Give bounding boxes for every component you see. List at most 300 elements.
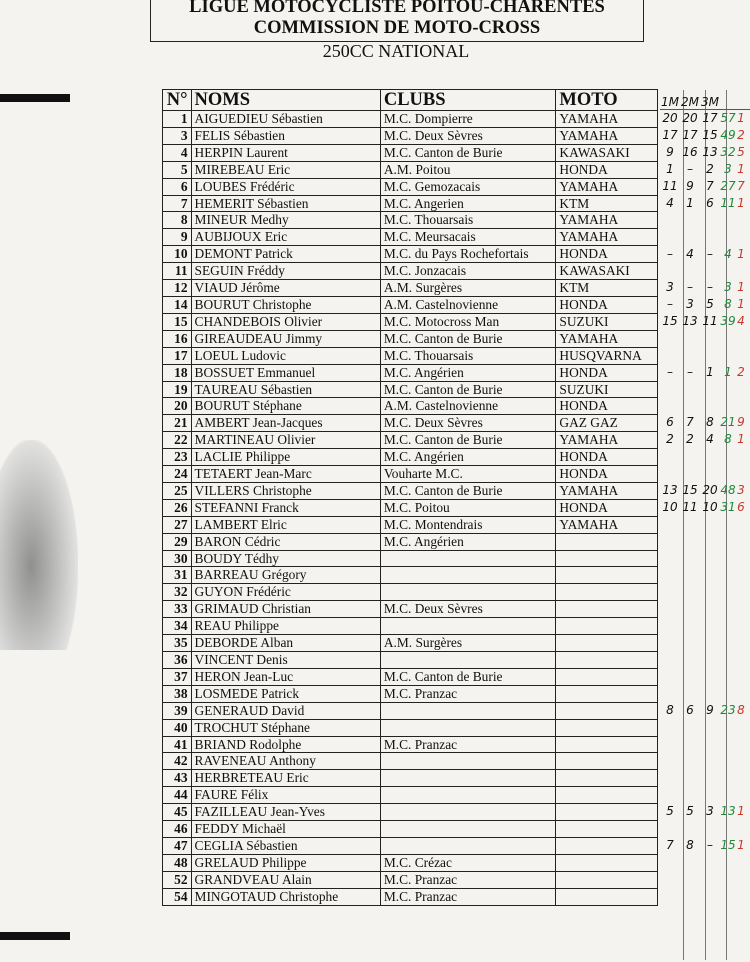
heat-2-score: 3 (686, 297, 694, 312)
ranking-mark: 6 (737, 499, 745, 514)
handwritten-row (660, 448, 750, 465)
ranking-mark: 3 (737, 483, 745, 498)
rider-number: 40 (163, 719, 192, 736)
rider-name: GENERAUD David (191, 702, 380, 719)
rider-name: VILLERS Christophe (191, 482, 380, 499)
heat-1-score: – (667, 364, 673, 379)
edge-bar-top (0, 94, 70, 102)
rider-moto (556, 567, 658, 584)
rider-name: FEDDY Michaël (191, 821, 380, 838)
total-score: 15 (720, 837, 736, 852)
rider-moto: YAMAHA (556, 330, 658, 347)
total-score: 49 (720, 128, 736, 143)
total-score: 8 (724, 297, 732, 312)
handwritten-row (660, 853, 750, 870)
heat-2-score: 8 (686, 837, 694, 852)
total-score: 21 (720, 415, 736, 430)
handwritten-row (660, 549, 750, 566)
heat-2-score: 1 (686, 195, 694, 210)
rider-name: HERPIN Laurent (191, 144, 380, 161)
heat-2-score: 20 (682, 111, 698, 126)
rider-number: 7 (163, 195, 192, 212)
rider-number: 20 (163, 398, 192, 415)
rider-name: HEMERIT Sébastien (191, 195, 380, 212)
heat-2-score: – (687, 364, 693, 379)
table-row (163, 516, 658, 533)
rider-name: REAU Philippe (191, 618, 380, 635)
rider-number: 23 (163, 449, 192, 466)
table-row (163, 296, 658, 313)
table-row (163, 415, 658, 432)
table-row (163, 381, 658, 398)
heat-3-score: – (707, 837, 713, 852)
ranking-mark: 5 (737, 145, 745, 160)
rider-number: 46 (163, 821, 192, 838)
rider-number: 26 (163, 499, 192, 516)
header-clubs: CLUBS (380, 90, 556, 111)
heat-2-score: 6 (686, 702, 694, 717)
rider-club (380, 584, 556, 601)
header-names: NOMS (191, 90, 380, 111)
rider-name: BOURUT Christophe (191, 296, 380, 313)
ranking-mark: 4 (737, 314, 745, 329)
handwritten-row (660, 482, 750, 499)
handwritten-row (660, 786, 750, 803)
heat-1-score: 7 (666, 837, 674, 852)
rider-name: TETAERT Jean-Marc (191, 466, 380, 483)
table-row (163, 466, 658, 483)
rider-name: DEBORDE Alban (191, 635, 380, 652)
heat-2-score: 5 (686, 803, 694, 818)
rider-name: TROCHUT Stéphane (191, 719, 380, 736)
handwritten-header (660, 89, 750, 110)
heat-3-score: 7 (706, 179, 714, 193)
handwritten-row (660, 634, 750, 651)
heat-1-score: 11 (662, 179, 678, 193)
rider-number: 12 (163, 280, 192, 297)
rider-number: 29 (163, 533, 192, 550)
rider-name: VIAUD Jérôme (191, 280, 380, 297)
rider-moto: YAMAHA (556, 482, 658, 499)
rider-moto: HONDA (556, 466, 658, 483)
rider-name: LACLIE Philippe (191, 449, 380, 466)
heat-2-score: 9 (686, 179, 694, 193)
rider-club: M.C. Deux Sèvres (380, 127, 556, 144)
rider-moto (556, 702, 658, 719)
rider-club: A.M. Surgères (380, 635, 556, 652)
rider-club (380, 550, 556, 567)
table-row (163, 550, 658, 567)
rider-club (380, 719, 556, 736)
heat-1-score: – (667, 297, 673, 312)
ranking-mark: 1 (737, 195, 745, 210)
rider-club: M.C. Deux Sèvres (380, 415, 556, 432)
handwritten-row (660, 431, 750, 448)
table-row (163, 263, 658, 280)
handwritten-row (660, 380, 750, 397)
rider-club: M.C. Crézac (380, 854, 556, 871)
rider-number: 18 (163, 364, 192, 381)
table-row (163, 736, 658, 753)
handwritten-row (660, 819, 750, 836)
rider-moto: GAZ GAZ (556, 415, 658, 432)
rider-number: 19 (163, 381, 192, 398)
rider-club: M.C. Pranzac (380, 871, 556, 888)
handwritten-row (660, 262, 750, 279)
table-row (163, 854, 658, 871)
table-row (163, 144, 658, 161)
rider-moto (556, 601, 658, 618)
rider-moto (556, 584, 658, 601)
table-row (163, 702, 658, 719)
document-header (150, 0, 644, 42)
handwritten-row (660, 330, 750, 347)
heat-1-score: 2 (666, 432, 674, 447)
total-score: 4 (724, 246, 732, 261)
rider-moto (556, 685, 658, 702)
handwritten-row (660, 617, 750, 634)
handwritten-row (660, 836, 750, 853)
background-photo-fragment (0, 440, 78, 650)
handwritten-row (660, 161, 750, 178)
rider-moto: SUZUKI (556, 313, 658, 330)
heat-3-score: 8 (706, 415, 714, 430)
league-title: LIGUE MOTOCYCLISTE POITOU-CHARENTES (189, 0, 605, 17)
rider-number: 17 (163, 347, 192, 364)
table-row (163, 111, 658, 128)
rider-club: M.C. Angerien (380, 195, 556, 212)
rider-moto (556, 821, 658, 838)
heat-2-score: – (687, 280, 693, 295)
rider-moto (556, 618, 658, 635)
handwritten-row (660, 498, 750, 515)
rider-moto (556, 837, 658, 854)
rider-number: 6 (163, 178, 192, 195)
table-row (163, 888, 658, 905)
rider-name: FAZILLEAU Jean-Yves (191, 804, 380, 821)
rider-moto: YAMAHA (556, 229, 658, 246)
handwritten-row (660, 583, 750, 600)
handwritten-row (660, 313, 750, 330)
rider-number: 11 (163, 263, 192, 280)
rider-number: 32 (163, 584, 192, 601)
rider-number: 37 (163, 668, 192, 685)
heat-3-score: 3 (706, 803, 714, 818)
rider-club: M.C. Angérien (380, 533, 556, 550)
rider-club: M.C. Angérien (380, 449, 556, 466)
handwritten-row (660, 279, 750, 296)
rider-club: M.C. Pranzac (380, 888, 556, 905)
table-row (163, 601, 658, 618)
handwritten-row (660, 566, 750, 583)
rider-moto (556, 652, 658, 669)
heat-1-score: 10 (662, 499, 678, 514)
rider-number: 36 (163, 652, 192, 669)
table-row (163, 635, 658, 652)
rider-number: 25 (163, 482, 192, 499)
table-row (163, 178, 658, 195)
rider-club: M.C. Thouarsais (380, 212, 556, 229)
rider-number: 4 (163, 144, 192, 161)
category-subtitle: 250CC NATIONAL (322, 41, 470, 61)
rider-moto (556, 854, 658, 871)
rider-moto: YAMAHA (556, 432, 658, 449)
heat-1-score: 1 (666, 162, 674, 177)
handwritten-row (660, 684, 750, 701)
handwritten-row (660, 701, 750, 718)
total-score: 11 (720, 195, 736, 210)
rider-moto: KAWASAKI (556, 144, 658, 161)
rider-club: M.C. Canton de Burie (380, 432, 556, 449)
rider-name: LOSMEDE Patrick (191, 685, 380, 702)
rider-name: HERON Jean-Luc (191, 668, 380, 685)
handwritten-row (660, 245, 750, 262)
ranking-mark: 1 (737, 432, 745, 447)
heat-2-score: 13 (682, 314, 698, 329)
rider-moto: HONDA (556, 449, 658, 466)
rider-number: 9 (163, 229, 192, 246)
rider-club (380, 702, 556, 719)
rider-name: GRIMAUD Christian (191, 601, 380, 618)
rider-club: M.C. Canton de Burie (380, 668, 556, 685)
rider-number: 52 (163, 871, 192, 888)
table-row (163, 499, 658, 516)
heat-1-score: 6 (666, 415, 674, 430)
total-score: 13 (720, 803, 736, 818)
handwritten-row (660, 515, 750, 532)
heat-1-score: 13 (662, 483, 678, 498)
heat-2-score: 11 (682, 499, 698, 514)
handwritten-row (660, 414, 750, 431)
rider-club: M.C. Gemozacais (380, 178, 556, 195)
rider-moto: YAMAHA (556, 127, 658, 144)
rider-number: 30 (163, 550, 192, 567)
table-row (163, 229, 658, 246)
rider-number: 35 (163, 635, 192, 652)
heat-3-score: 17 (702, 111, 718, 126)
rider-number: 41 (163, 736, 192, 753)
total-score: 39 (720, 314, 736, 329)
table-row (163, 584, 658, 601)
rider-club: M.C. Meursacais (380, 229, 556, 246)
table-row (163, 313, 658, 330)
heat-1-score: 5 (666, 803, 674, 818)
handwritten-row (660, 211, 750, 228)
rider-name: AMBERT Jean-Jacques (191, 415, 380, 432)
ranking-mark: 1 (737, 280, 745, 295)
table-row (163, 837, 658, 854)
rider-club (380, 770, 556, 787)
heat-1-score: 9 (666, 145, 674, 160)
total-score: 31 (720, 499, 736, 514)
handwritten-row (660, 296, 750, 313)
rider-number: 31 (163, 567, 192, 584)
table-row (163, 449, 658, 466)
rider-moto: KTM (556, 195, 658, 212)
handwritten-row (660, 870, 750, 887)
ranking-mark: 1 (737, 111, 745, 126)
rider-number: 47 (163, 837, 192, 854)
table-row (163, 821, 658, 838)
heat-3-score: 4 (706, 432, 714, 447)
rider-number: 45 (163, 804, 192, 821)
edge-bar-bottom (0, 932, 70, 940)
rider-name: LOUBES Frédéric (191, 178, 380, 195)
rider-number: 5 (163, 161, 192, 178)
table-row (163, 533, 658, 550)
ranking-mark: 1 (737, 837, 745, 852)
rider-moto (556, 668, 658, 685)
heat-2-score: – (687, 162, 693, 177)
rider-number: 44 (163, 787, 192, 804)
rider-number: 22 (163, 432, 192, 449)
table-row (163, 212, 658, 229)
rider-moto: YAMAHA (556, 516, 658, 533)
handwritten-row (660, 194, 750, 211)
table-row (163, 347, 658, 364)
rider-club (380, 804, 556, 821)
heat-3-score: 1 (706, 364, 714, 379)
rider-number: 34 (163, 618, 192, 635)
rider-moto (556, 787, 658, 804)
rider-name: MINGOTAUD Christophe (191, 888, 380, 905)
rider-moto: YAMAHA (556, 212, 658, 229)
rider-name: GIREAUDEAU Jimmy (191, 330, 380, 347)
rider-number: 42 (163, 753, 192, 770)
rider-club (380, 652, 556, 669)
table-row (163, 195, 658, 212)
table-row (163, 753, 658, 770)
rider-moto (556, 550, 658, 567)
rider-number: 14 (163, 296, 192, 313)
rider-number: 16 (163, 330, 192, 347)
rider-number: 54 (163, 888, 192, 905)
handwritten-row (660, 718, 750, 735)
rider-moto: YAMAHA (556, 111, 658, 128)
heat-3-score: 15 (702, 128, 718, 143)
total-score: 8 (724, 432, 732, 447)
handwritten-row (660, 178, 750, 195)
total-score: 32 (720, 145, 736, 160)
rider-name: RAVENEAU Anthony (191, 753, 380, 770)
rider-moto (556, 871, 658, 888)
handwritten-scores (660, 89, 750, 904)
total-score: 3 (724, 280, 732, 295)
rider-moto: SUZUKI (556, 381, 658, 398)
commission-title: COMMISSION DE MOTO-CROSS (253, 18, 541, 38)
rider-club: M.C. Montendrais (380, 516, 556, 533)
handwritten-row (660, 667, 750, 684)
rider-name: GRANDVEAU Alain (191, 871, 380, 888)
heat-2-score: 17 (682, 128, 698, 143)
table-row (163, 127, 658, 144)
heat-1-score: 8 (666, 702, 674, 717)
total-score: 3 (724, 162, 732, 177)
handwritten-row (660, 769, 750, 786)
rider-name: BARON Cédric (191, 533, 380, 550)
heat-2-score: 2 (686, 432, 694, 447)
rider-name: MARTINEAU Olivier (191, 432, 380, 449)
rider-club (380, 837, 556, 854)
rider-club: M.C. Canton de Burie (380, 144, 556, 161)
header-moto: MOTO (556, 90, 658, 111)
rider-moto: KTM (556, 280, 658, 297)
heat-2-score: 15 (682, 483, 698, 498)
rider-name: STEFANNI Franck (191, 499, 380, 516)
rider-club (380, 618, 556, 635)
rider-moto: HONDA (556, 364, 658, 381)
heat-3-score: – (707, 280, 713, 295)
heat-3-score: 6 (706, 195, 714, 210)
heat-1-header: 1M (661, 95, 679, 109)
rider-name: HERBRETEAU Eric (191, 770, 380, 787)
rider-number: 33 (163, 601, 192, 618)
table-header-row (163, 90, 658, 111)
table-row (163, 432, 658, 449)
handwritten-row (660, 363, 750, 380)
table-row (163, 685, 658, 702)
rider-number: 21 (163, 415, 192, 432)
heat-3-score: 9 (706, 702, 714, 717)
heat-3-score: 11 (702, 314, 718, 329)
rider-club: M.C. Pranzac (380, 736, 556, 753)
rider-name: BOUDY Tédhy (191, 550, 380, 567)
rider-number: 1 (163, 111, 192, 128)
ranking-mark: 9 (737, 415, 745, 430)
table-row (163, 719, 658, 736)
table-row (163, 787, 658, 804)
ranking-mark: 1 (737, 162, 745, 177)
rider-name: CEGLIA Sébastien (191, 837, 380, 854)
rider-club: M.C. Pranzac (380, 685, 556, 702)
total-score: 48 (720, 483, 736, 498)
table-row (163, 668, 658, 685)
table-row (163, 398, 658, 415)
rider-name: VINCENT Denis (191, 652, 380, 669)
rider-moto (556, 533, 658, 550)
ranking-mark: 8 (737, 702, 745, 717)
heat-3-score: 10 (702, 499, 718, 514)
rider-club: M.C. du Pays Rochefortais (380, 246, 556, 263)
rider-name: MINEUR Medhy (191, 212, 380, 229)
rider-club: M.C. Jonzacais (380, 263, 556, 280)
handwritten-row (660, 465, 750, 482)
table-row (163, 871, 658, 888)
rider-club: M.C. Canton de Burie (380, 482, 556, 499)
rider-club: M.C. Canton de Burie (380, 381, 556, 398)
rider-club: A.M. Castelnovienne (380, 296, 556, 313)
rider-number: 38 (163, 685, 192, 702)
handwritten-row (660, 803, 750, 820)
rider-name: SEGUIN Fréddy (191, 263, 380, 280)
rider-name: BOSSUET Emmanuel (191, 364, 380, 381)
rider-club (380, 787, 556, 804)
rider-club: A.M. Poitou (380, 161, 556, 178)
rider-name: LAMBERT Elric (191, 516, 380, 533)
heat-3-score: 20 (702, 483, 718, 498)
rider-number: 3 (163, 127, 192, 144)
rider-name: BARREAU Grégory (191, 567, 380, 584)
table-row (163, 246, 658, 263)
rider-moto (556, 736, 658, 753)
rider-name: BRIAND Rodolphe (191, 736, 380, 753)
rider-club: Vouharte M.C. (380, 466, 556, 483)
ranking-mark: 1 (737, 246, 745, 261)
table-row (163, 652, 658, 669)
heat-1-score: – (667, 246, 673, 261)
rider-name: LOEUL Ludovic (191, 347, 380, 364)
rider-moto (556, 804, 658, 821)
